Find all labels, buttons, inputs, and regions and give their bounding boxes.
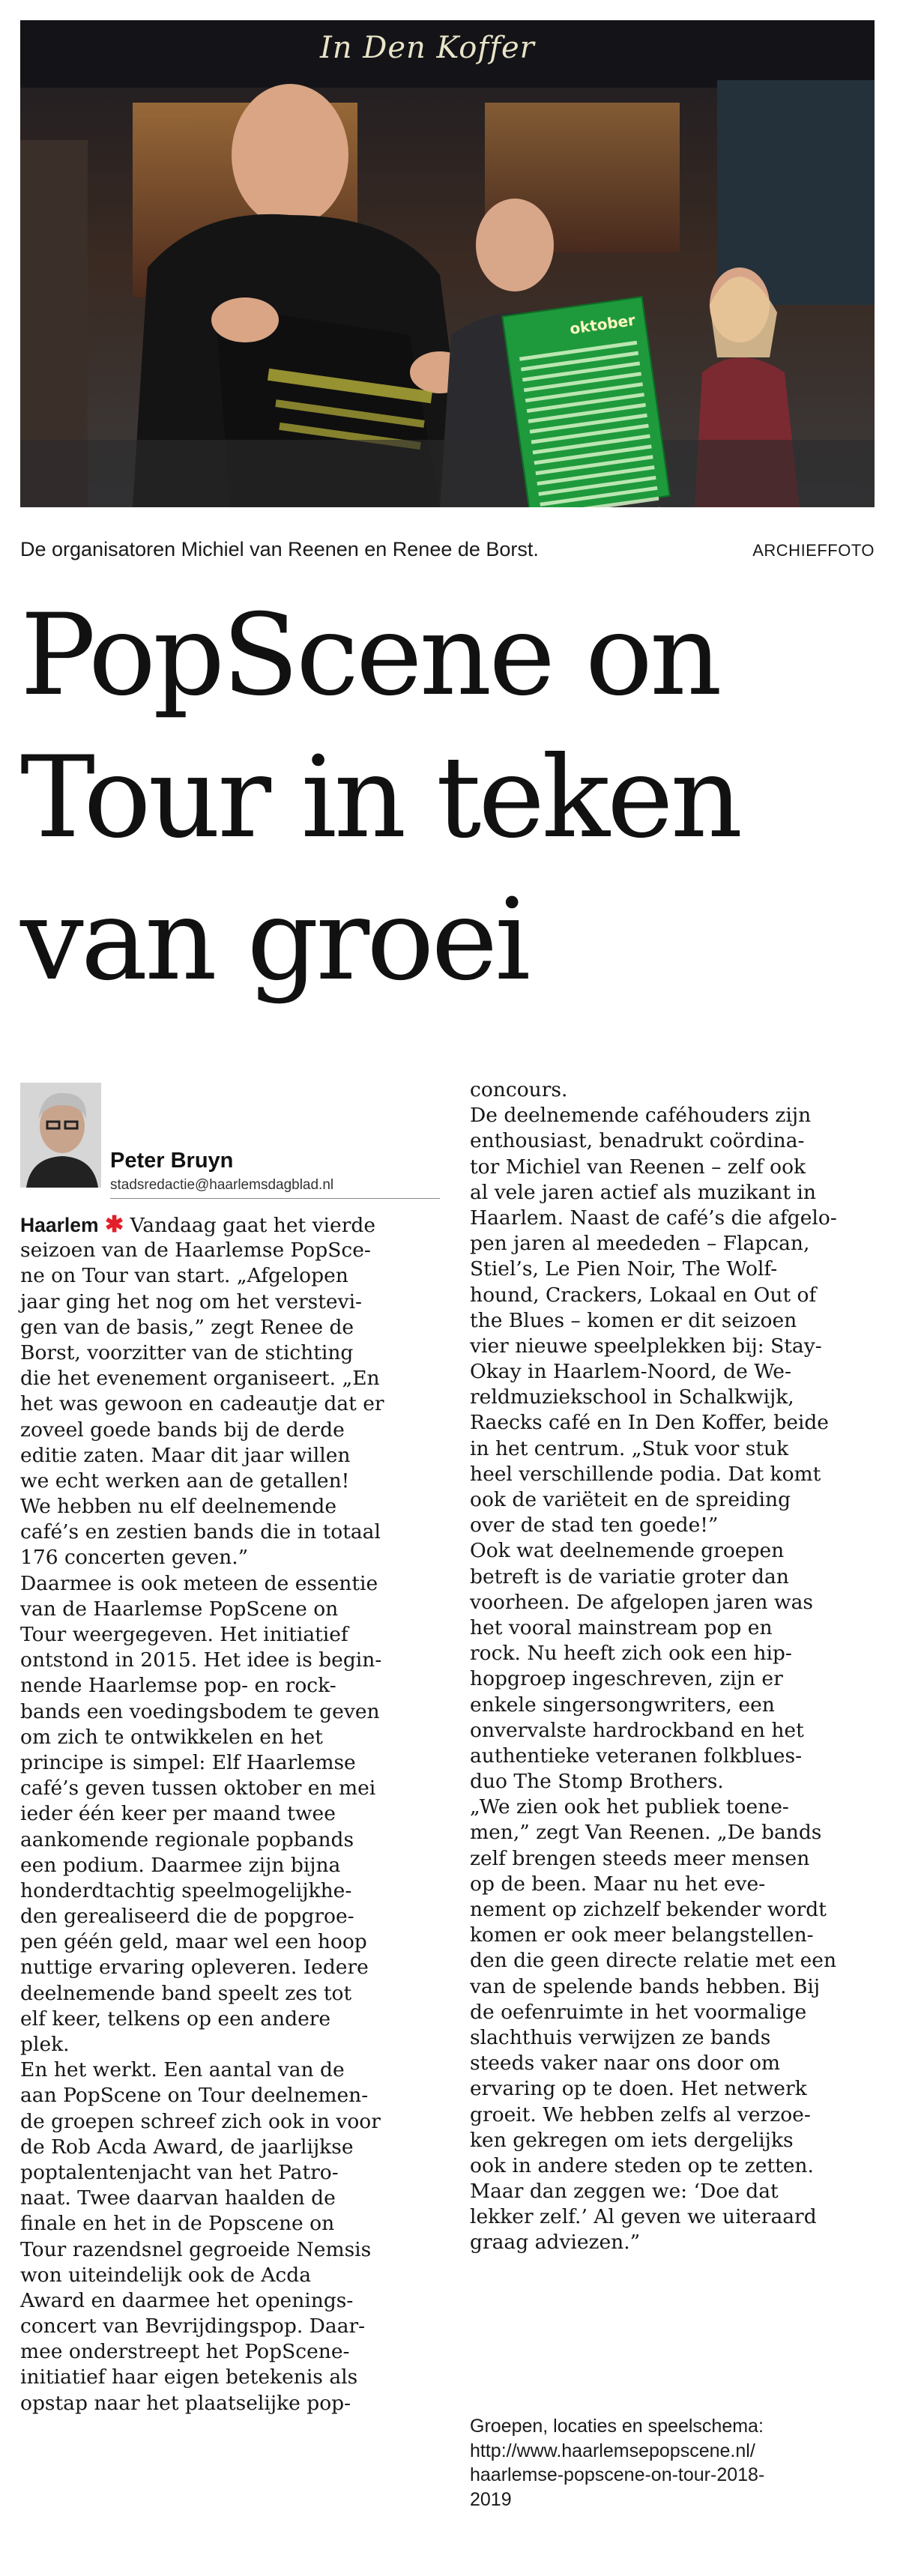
article-text-line: men,” zegt Van Reenen. „De bands (470, 1821, 822, 1845)
article-text-line: café’s en zestien bands die in totaal (20, 1520, 381, 1544)
article-text-line: de groepen schreef zich ook in voor (20, 2109, 381, 2133)
article-text-line: Ook wat deelnemende groepen (470, 1539, 785, 1563)
article-text-line: seizoen van de Haarlemse PopSce- (20, 1239, 371, 1263)
asterisk-icon: ✱ (105, 1212, 124, 1238)
article-text-line: het vooral mainstream pop en (470, 1615, 773, 1639)
author-name: Peter Bruyn (110, 1149, 234, 1173)
article-text-line: Haarlem. Naast de café’s die afgelo- (470, 1206, 837, 1230)
article-text-line: hound, Crackers, Lokaal en Out of (470, 1283, 817, 1307)
byline (20, 1083, 440, 1195)
footer-text-line[interactable]: 2019 (470, 2488, 512, 2510)
author-email[interactable]: stadsredactie@haarlemsdagblad.nl (110, 1177, 334, 1193)
article-text-line: over de stad ten goede!” (470, 1514, 719, 1538)
article-text-line: elf keer, telkens op een andere (20, 2007, 331, 2031)
article-text-line: 176 concerten geven.” (20, 1546, 249, 1570)
article-text-line: op de been. Maar nu het eve- (470, 1872, 766, 1896)
article-text-line: ontstond in 2015. Het idee is begin- (20, 1648, 382, 1672)
article-text-line: reldmuziekschool in Schalkwijk, (470, 1385, 794, 1409)
article-text-line: Raecks café en In Den Koffer, beide (470, 1411, 829, 1435)
article-text-line: Daarmee is ook meteen de essentie (20, 1571, 378, 1595)
poster-schedule-lines (519, 341, 664, 507)
article-text-line: zoveel goede bands bij de derde (20, 1418, 345, 1442)
event-poster (501, 296, 671, 507)
article-text-line: aan PopScene on Tour deelnemen- (20, 2084, 369, 2108)
article-text-line: de Rob Acda Award, de jaarlijkse (20, 2135, 354, 2159)
footer-text-line[interactable]: haarlemse-popscene-on-tour-2018- (470, 2464, 765, 2485)
article-headline (20, 584, 890, 1012)
article-text-line: die het evenement organiseert. „En (20, 1367, 380, 1391)
article-text-line: ook de variëteit en de spreiding (470, 1488, 791, 1511)
article-text-line: De deelnemende caféhouders zijn (470, 1104, 812, 1128)
article-text-line: duo The Stomp Brothers. (470, 1770, 724, 1794)
article-text-line: finale en het in de Popscene on (20, 2212, 335, 2236)
article-first-line-text: Vandaag gaat het vierde (124, 1214, 376, 1237)
article-text-line: steeds vaker naar ons door om (470, 2052, 781, 2075)
left-column-lines (20, 1238, 440, 2416)
article-text-line: om zich te ontwikkelen en het (20, 1725, 323, 1749)
photo-credit: ARCHIEFFOTO (752, 541, 875, 560)
article-text-line: naat. Twee daarvan haalden de (20, 2186, 336, 2210)
article-text-line: aankomende regionale popbands (20, 1827, 354, 1851)
article-text-line: Borst, voorzitter van de stichting (20, 1340, 354, 1364)
article-first-line (20, 1212, 440, 1238)
article-text-line: Award en daarmee het openings- (20, 2288, 354, 2312)
article-text-line: Tour razendsnel gegroeide Nemsis (20, 2237, 372, 2261)
article-text-line: „We zien ook het publiek toene- (470, 1795, 789, 1819)
article-text-line: bands een voedingsbodem te geven (20, 1699, 380, 1723)
article-text-line: pen jaren al meededen – Flapcan, (470, 1232, 810, 1256)
article-text-line: authentieke veteranen folkblues- (470, 1744, 803, 1768)
article-footer-info (470, 2414, 890, 2512)
footer-text-line[interactable]: http://www.haarlemsepopscene.nl/ (470, 2440, 755, 2461)
article-text-line: den die geen directe relatie met een (470, 1949, 837, 1973)
footer-lines (470, 2414, 890, 2512)
footer-text-line: Groepen, locaties en speelschema: (470, 2416, 764, 2437)
article-text-line: ieder één keer per maand twee (20, 1802, 336, 1826)
article-text-line: ook in andere steden op te zetten. (470, 2153, 814, 2177)
article-text-line: nende Haarlemse pop- en rock- (20, 1674, 336, 1698)
article-text-line: enthousiast, benadrukt coördina- (470, 1129, 805, 1153)
article-text-line: En het werkt. Een aantal van de (20, 2058, 345, 2082)
article-text-line: zelf brengen steeds meer mensen (470, 1846, 810, 1870)
article-text-line: onvervalste hardrockband en het (470, 1718, 804, 1742)
article-text-line: plek. (20, 2033, 70, 2056)
article-text-line: lekker zelf.’ Al geven we uiteraard (470, 2205, 817, 2229)
article-text-line: van de spelende bands hebben. Bij (470, 1974, 821, 1998)
article-text-line: Okay in Haarlem-Noord, de We- (470, 1360, 791, 1384)
article-text-line: pen géén geld, maar wel een hoop (20, 1930, 367, 1954)
byline-divider (110, 1198, 440, 1199)
headline-line: van groei (20, 875, 528, 1006)
article-column-right (470, 1077, 890, 2256)
article-text-line: nuttige ervaring opleveren. Iedere (20, 1956, 369, 1980)
article-text-line: Maar dan zeggen we: ‘Doe dat (470, 2180, 779, 2204)
article-text-line: deelnemende band speelt zes tot (20, 1981, 352, 2005)
article-text-line: groeit. We hebben zelfs al verzoe- (470, 2102, 811, 2126)
article-text-line: poptalentenjacht van het Patro- (20, 2160, 339, 2184)
article-text-line: Tour weergegeven. Het initiatief (20, 1623, 348, 1646)
article-text-line: heel verschillende podia. Dat komt (470, 1462, 821, 1486)
photo-caption (20, 538, 875, 568)
article-text-line: in het centrum. „Stuk voor stuk (470, 1436, 789, 1460)
article-text-line: van de Haarlemse PopScene on (20, 1597, 339, 1621)
article-text-line: café’s geven tussen oktober en mei (20, 1777, 376, 1801)
author-photo (20, 1083, 101, 1188)
article-text-line: ervaring op te doen. Het netwerk (470, 2077, 807, 2101)
article-text-line: komen er ook meer belangstellen- (470, 1923, 814, 1947)
article-text-line: rock. Nu heeft zich ook een hip- (470, 1642, 792, 1666)
article-text-line: Stiel’s, Le Pien Noir, The Wolf- (470, 1257, 778, 1281)
article-text-line: de oefenruimte in het voormalige (470, 2000, 807, 2024)
article-text-line: enkele singersongwriters, een (470, 1693, 775, 1717)
article-text-line: mee onderstreept het PopScene- (20, 2340, 350, 2364)
article-text-line: hopgroep ingeschreven, zijn er (470, 1667, 783, 1691)
article-text-line: voorheen. De afgelopen jaren was (470, 1590, 814, 1614)
article-text-line: opstap naar het plaatselijke pop- (20, 2391, 351, 2415)
article-text-line: won uiteindelijk ook de Acda (20, 2263, 312, 2287)
article-text-line: ken gekregen om iets dergelijks (470, 2128, 794, 2152)
article-text-line: initiatief haar eigen betekenis als (20, 2365, 358, 2389)
article-text-line: een podium. Daarmee zijn bijna (20, 1853, 341, 1877)
article-text-line: vier nieuwe speelplekken bij: Stay- (470, 1334, 822, 1358)
article-text-line: concours. (470, 1078, 568, 1101)
article-text-line: editie zaten. Maar dit jaar willen (20, 1443, 351, 1467)
article-text-line: slachthuis verwijzen ze bands (470, 2025, 771, 2049)
headline-line: PopScene on (20, 590, 719, 721)
article-text-line: al vele jaren actief als muzikant in (470, 1180, 816, 1204)
article-text-line: gen van de basis,” zegt Renee de (20, 1315, 354, 1339)
article-text-line: we echt werken aan de getallen! (20, 1469, 350, 1493)
article-text-line: den gerealiseerd die de popgroe- (20, 1905, 354, 1929)
article-text-line: graag adviezen.” (470, 2231, 641, 2255)
right-column-lines (470, 1077, 890, 2256)
caption-text: De organisatoren Michiel van Reenen en Renee de Borst. (20, 538, 539, 560)
poster-month: oktober (568, 310, 637, 338)
article-text-line: concert van Bevrijdingspop. Daar- (20, 2315, 366, 2338)
article-text-line: ne on Tour van start. „Afgelopen (20, 1264, 348, 1288)
article-text-line: betreft is de variatie groter dan (470, 1564, 789, 1588)
article-photo (20, 20, 875, 507)
dateline: Haarlem (20, 1214, 99, 1236)
article-text-line: nement op zichzelf bekender wordt (470, 1898, 827, 1921)
article-text-line: principe is simpel: Elf Haarlemse (20, 1750, 356, 1774)
article-column-left (20, 1212, 440, 2416)
cafe-sign-text: In Den Koffer (320, 31, 535, 65)
headline-line: Tour in teken (20, 733, 740, 863)
article-text-line: jaar ging het nog om het verstevi- (20, 1289, 363, 1313)
article-text-line: the Blues – komen er dit seizoen (470, 1308, 797, 1332)
article-text-line: tor Michiel van Reenen – zelf ook (470, 1155, 806, 1179)
photo-illustration (20, 20, 875, 507)
article-text-line: honderdtachtig speelmogelijkhe- (20, 1878, 352, 1902)
article-text-line: We hebben nu elf deelnemende (20, 1495, 337, 1519)
article-text-line: het was gewoon en cadeautje dat er (20, 1392, 384, 1416)
